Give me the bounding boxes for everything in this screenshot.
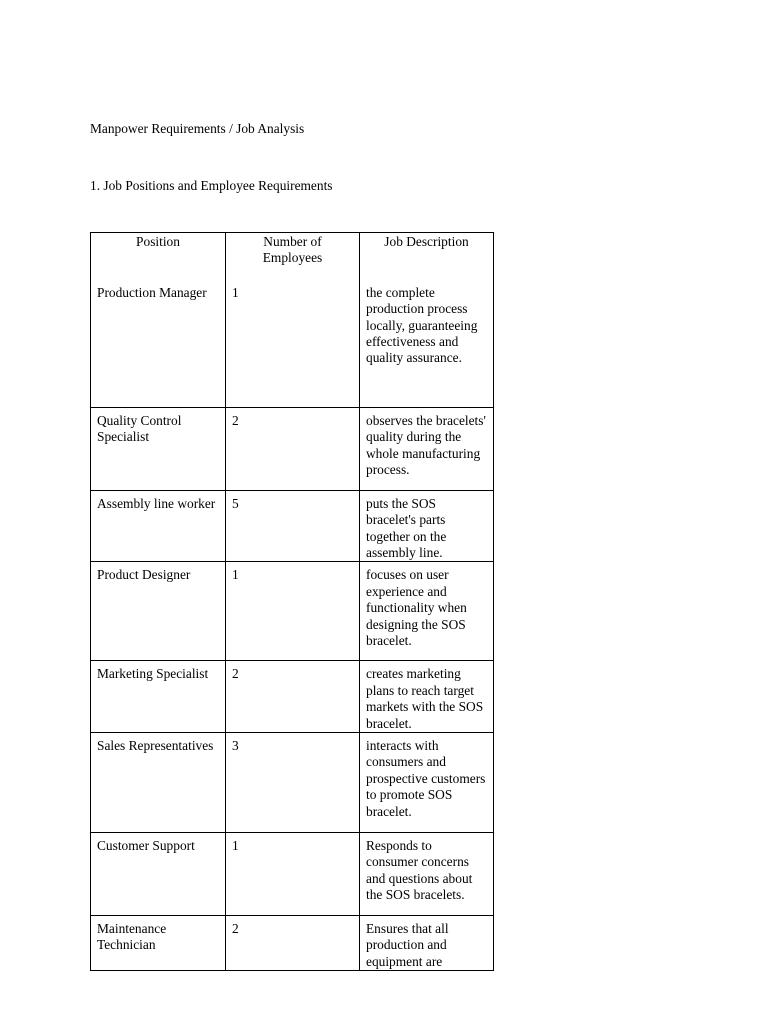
job-description-cell: focuses on user experience and functionality when designing the SOS bracelet. (360, 562, 494, 661)
employee-count-cell: 2 (226, 661, 360, 733)
position-cell: Quality Control Specialist (91, 407, 226, 490)
employee-count-cell: 1 (226, 267, 360, 408)
table-row (91, 267, 494, 408)
position-cell: Product Designer (91, 562, 226, 661)
position-cell: Maintenance Technician (91, 916, 226, 971)
table-row (91, 661, 494, 733)
position-cell: Marketing Specialist (91, 661, 226, 733)
table-row (91, 562, 494, 661)
column-header-employee-count: Number of Employees (226, 233, 360, 267)
column-header-position: Position (91, 233, 226, 267)
position-cell: Customer Support (91, 833, 226, 916)
employee-count-cell: 2 (226, 407, 360, 490)
position-cell: Sales Representatives (91, 733, 226, 833)
employee-count-cell: 5 (226, 490, 360, 562)
job-description-cell: creates marketing plans to reach target markets with the SOS bracelet. (360, 661, 494, 733)
job-description-cell: observes the bracelets' quality during the whole manufacturing process. (360, 407, 494, 490)
employee-count-cell: 2 (226, 916, 360, 971)
table-header-row (91, 233, 494, 267)
position-cell: Assembly line worker (91, 490, 226, 562)
table-row (91, 916, 494, 971)
job-description-cell: Ensures that all production and equipment are (360, 916, 494, 971)
table-row (91, 833, 494, 916)
employee-count-cell: 1 (226, 833, 360, 916)
table-row (91, 407, 494, 490)
column-header-job-description: Job Description (360, 233, 494, 267)
employee-count-cell: 1 (226, 562, 360, 661)
job-description-cell: puts the SOS bracelet's parts together on the assembly line. (360, 490, 494, 562)
job-description-cell: Responds to consumer concerns and questions about the SOS bracelets. (360, 833, 494, 916)
employee-count-cell: 3 (226, 733, 360, 833)
table-row (91, 490, 494, 562)
position-cell: Production Manager (91, 267, 226, 408)
job-description-cell: interacts with consumers and prospective customers to promote SOS bracelet. (360, 733, 494, 833)
job-description-cell: the complete production process locally, guaranteeing effectiveness and quality assurance. (360, 267, 494, 408)
page-title: Manpower Requirements / Job Analysis (90, 121, 305, 136)
job-positions-table (90, 232, 494, 971)
table-row (91, 733, 494, 833)
section-heading: 1. Job Positions and Employee Requirements (90, 178, 333, 193)
